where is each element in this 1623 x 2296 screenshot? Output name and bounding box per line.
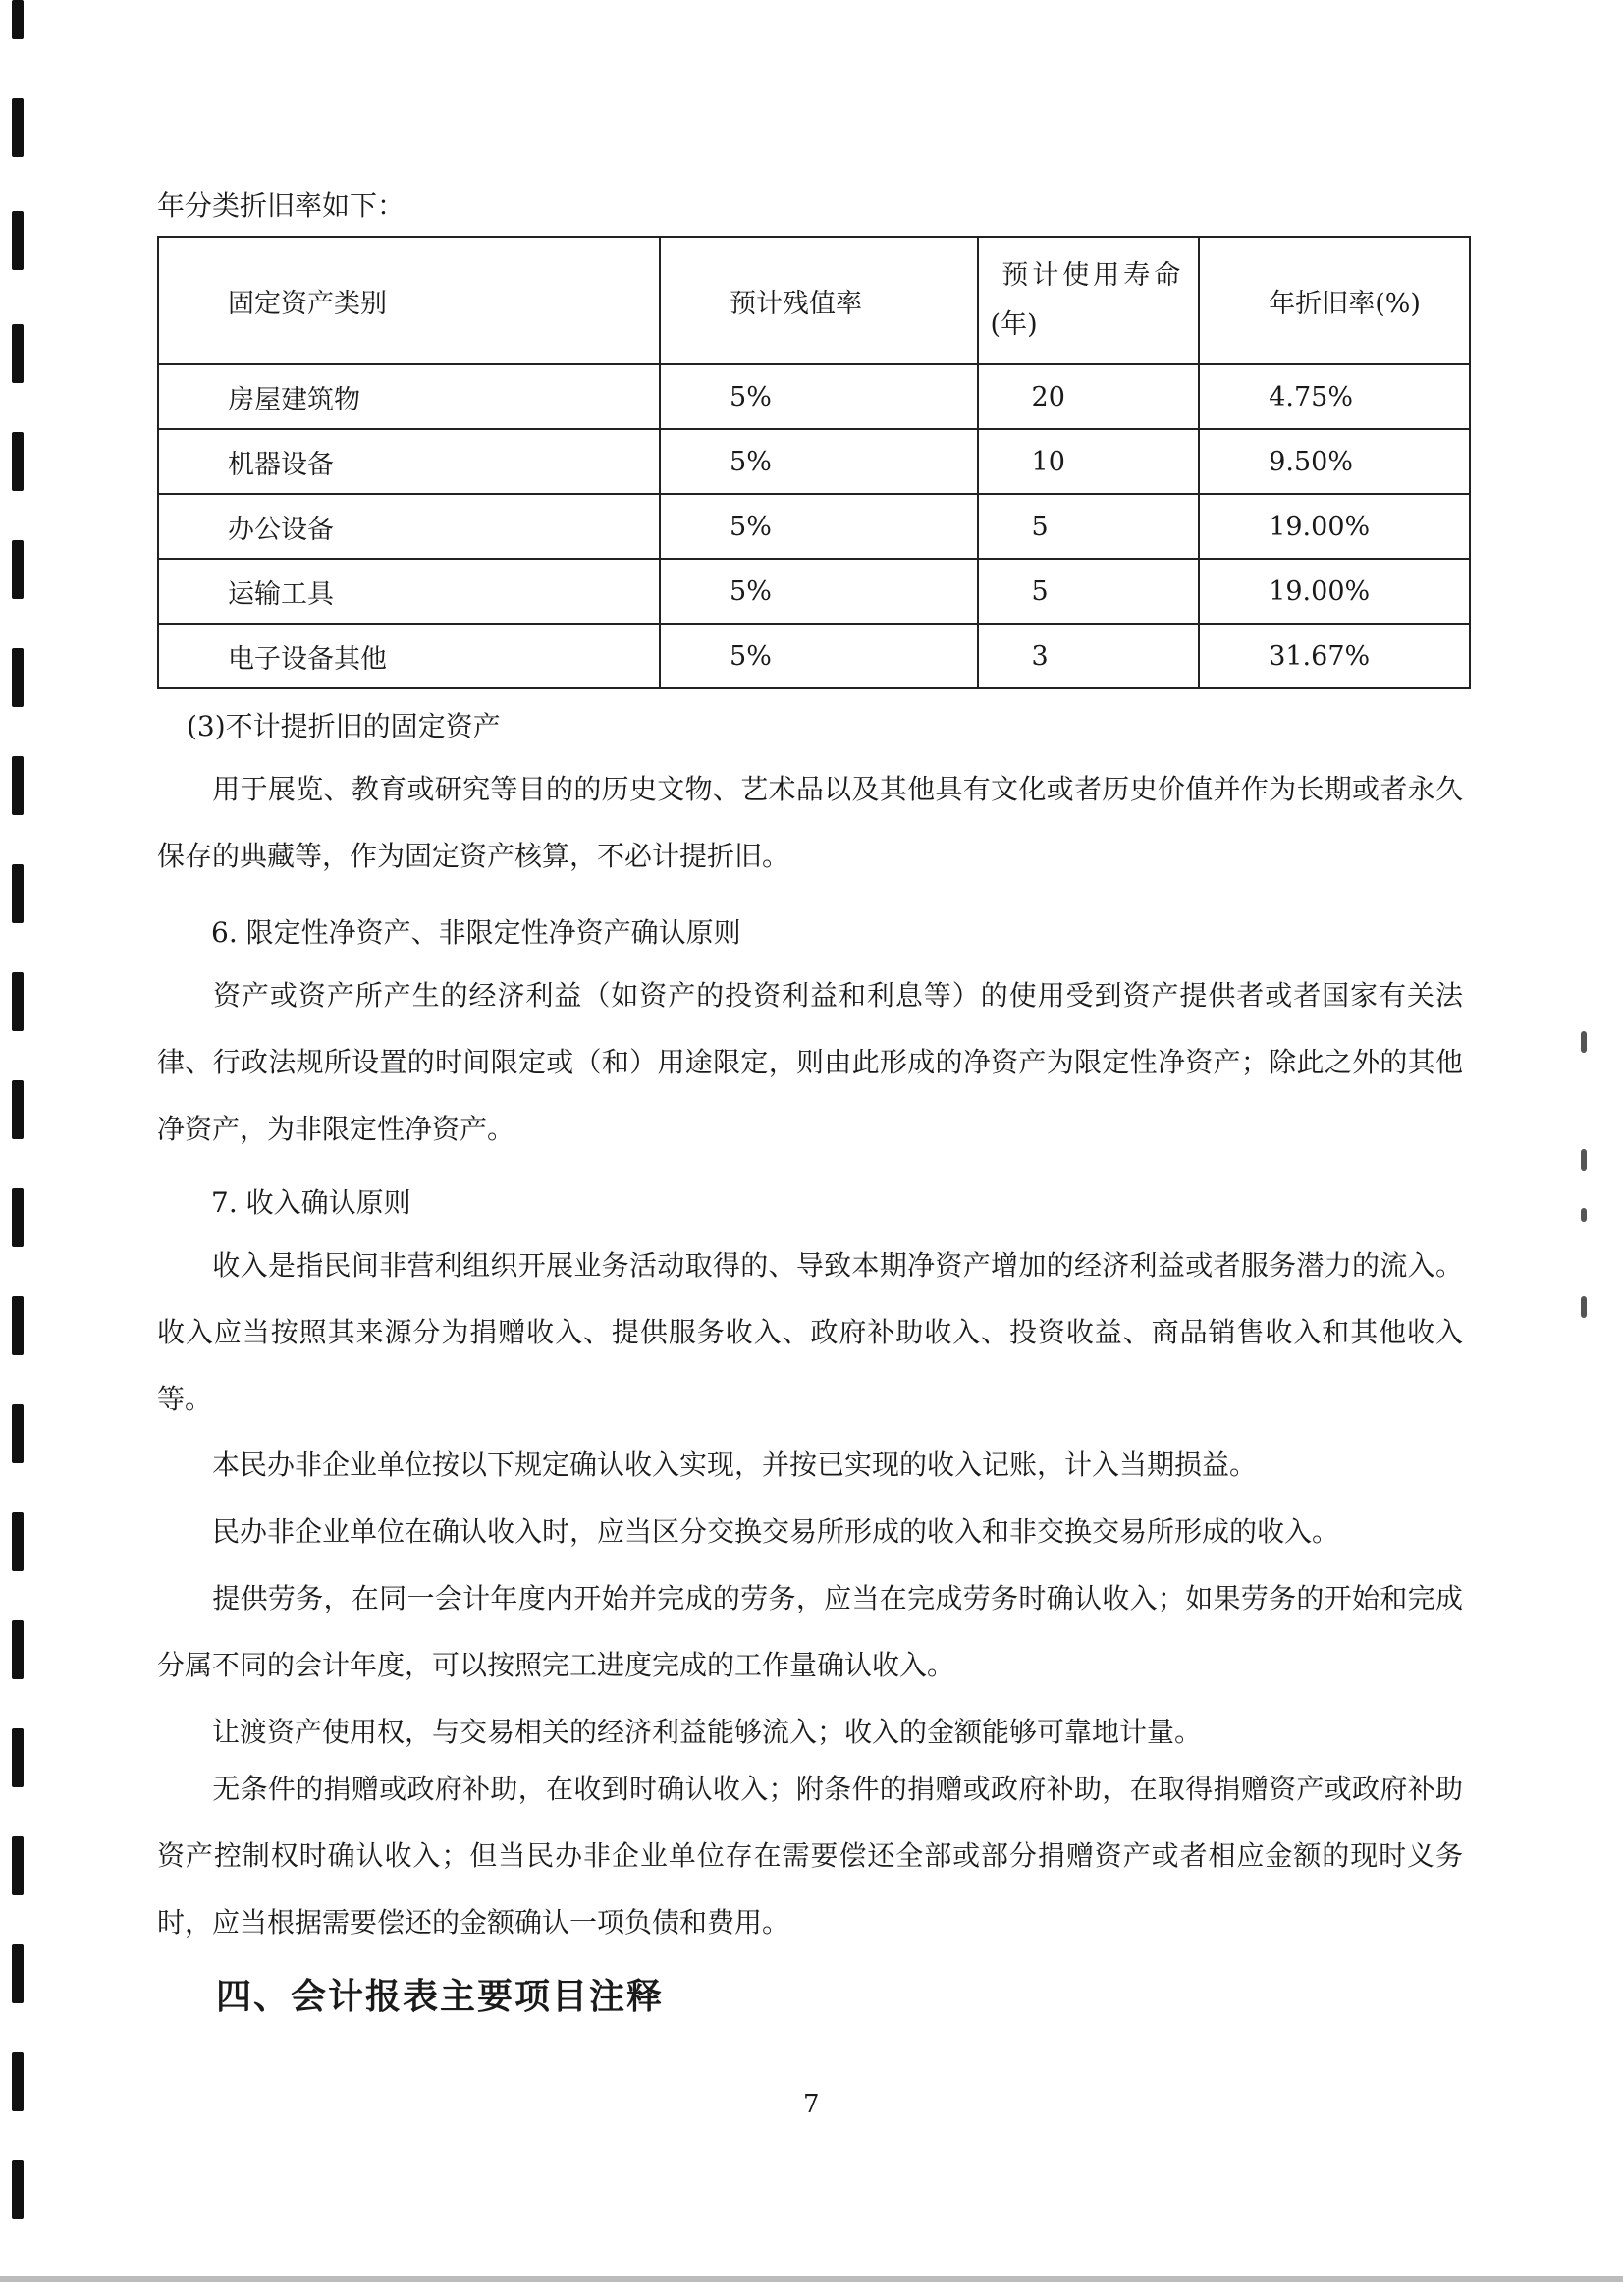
binding-mark [12,211,24,270]
scan-mark [1581,1149,1587,1171]
header-rate: 年折旧率(%) [1199,237,1470,364]
binding-mark [12,1404,24,1463]
binding-mark [12,2160,24,2219]
intro-text: 年分类折旧率如下： [157,190,406,222]
s6-body [157,962,1463,1163]
table-row [158,624,1470,688]
binding-mark [12,864,24,923]
cell-rate: 4.75% [1199,364,1470,429]
s6-title: 6. 限定性净资产、非限定性净资产确认原则 [211,916,741,949]
cell-residual: 5% [660,559,978,624]
scan-mark [1581,1208,1587,1222]
binding-mark [12,540,24,599]
header-life [978,237,1200,364]
cell-residual: 5% [660,624,978,688]
s3-title: (3)不计提折旧的固定资产 [187,710,501,742]
page-number: 7 [803,2090,820,2119]
binding-mark [12,1512,24,1571]
s7-paragraph-1 [157,1232,1463,1433]
s7-p5-text: 让渡资产使用权，与交易相关的经济利益能够流入；收入的金额能够可靠地计量。 [212,1716,1203,1748]
s7-p3-text: 民办非企业单位在确认收入时，应当区分交换交易所形成的收入和非交换交易所形成的收入。 [212,1515,1340,1548]
cell-rate: 19.00% [1199,559,1470,624]
table-row [158,429,1470,494]
binding-mark [12,98,24,157]
section-4-title: 四、会计报表主要项目注释 [216,1976,665,2017]
cell-life: 10 [978,429,1200,494]
cell-life: 3 [978,624,1200,688]
cell-residual: 5% [660,494,978,559]
header-residual: 预计残值率 [660,237,978,364]
scan-mark [1581,1296,1587,1318]
s6-body-text: 资产或资产所产生的经济利益（如资产的投资利益和利息等）的使用受到资产提供者或者国家有关法律、行政法规所设置的时间限定或（和）用途限定，则由此形成的净资产为限定性净资产；除此之外的其他净资产，为非限定性净资产。 [157,979,1463,1145]
cell-life: 5 [978,494,1200,559]
s7-p1-text: 收入是指民间非营利组织开展业务活动取得的、导致本期净资产增加的经济利益或者服务潜力的流入。收入应当按照其来源分为捐赠收入、提供服务收入、政府补助收入、投资收益、商品销售收入和其他收入等。 [157,1249,1463,1415]
s7-title: 7. 收入确认原则 [211,1186,411,1219]
cell-life: 20 [978,364,1200,429]
depreciation-table [157,236,1471,689]
cell-residual: 5% [660,429,978,494]
cell-category: 办公设备 [158,494,660,559]
table-row [158,559,1470,624]
cell-life: 5 [978,559,1200,624]
binding-mark [12,1188,24,1247]
s7-paragraph-3 [157,1499,1463,1565]
s3-body [157,756,1463,890]
binding-mark [12,972,24,1031]
table-row [158,364,1470,429]
binding-mark [12,0,24,39]
header-life-unit: (年) [990,309,1038,340]
s7-paragraph-6 [157,1756,1463,1956]
scan-mark [1581,1031,1587,1053]
binding-mark [12,1836,24,1895]
binding-mark [12,1728,24,1787]
s7-p2-text: 本民办非企业单位按以下规定确认收入实现，并按已实现的收入记账，计入当期损益。 [212,1449,1258,1481]
s7-paragraph-4 [157,1565,1463,1699]
table-row [158,494,1470,559]
binding-mark [12,2052,24,2111]
binding-mark [12,432,24,491]
binding-mark [12,1296,24,1355]
header-category: 固定资产类别 [158,237,660,364]
header-life-line1: 预计使用寿命 [1001,260,1185,291]
cell-category: 房屋建筑物 [158,364,660,429]
table-header-row [158,237,1470,364]
s7-paragraph-2 [157,1432,1463,1499]
cell-rate: 19.00% [1199,494,1470,559]
binding-mark [12,1944,24,2003]
page-bottom-edge [0,2276,1623,2282]
cell-rate: 31.67% [1199,624,1470,688]
binding-mark [12,1620,24,1679]
binding-mark [12,648,24,707]
s7-p4-text: 提供劳务，在同一会计年度内开始并完成的劳务，应当在完成劳务时确认收入；如果劳务的开始和完成分属不同的会计年度，可以按照完工进度完成的工作量确认收入。 [157,1582,1463,1681]
cell-category: 机器设备 [158,429,660,494]
cell-category: 运输工具 [158,559,660,624]
binding-mark [12,756,24,815]
s7-p6-text: 无条件的捐赠或政府补助，在收到时确认收入；附条件的捐赠或政府补助，在取得捐赠资产或政府补助资产控制权时确认收入；但当民办非企业单位存在需要偿还全部或部分捐赠资产或者相应金额的现时义务时，应当根据需要偿还的金额确认一项负债和费用。 [157,1773,1463,1939]
cell-rate: 9.50% [1199,429,1470,494]
cell-category: 电子设备其他 [158,624,660,688]
cell-residual: 5% [660,364,978,429]
binding-mark [12,324,24,383]
binding-mark [12,1080,24,1139]
s3-body-text: 用于展览、教育或研究等目的的历史文物、艺术品以及其他具有文化或者历史价值并作为长期或者永久保存的典藏等，作为固定资产核算，不必计提折旧。 [157,773,1463,872]
